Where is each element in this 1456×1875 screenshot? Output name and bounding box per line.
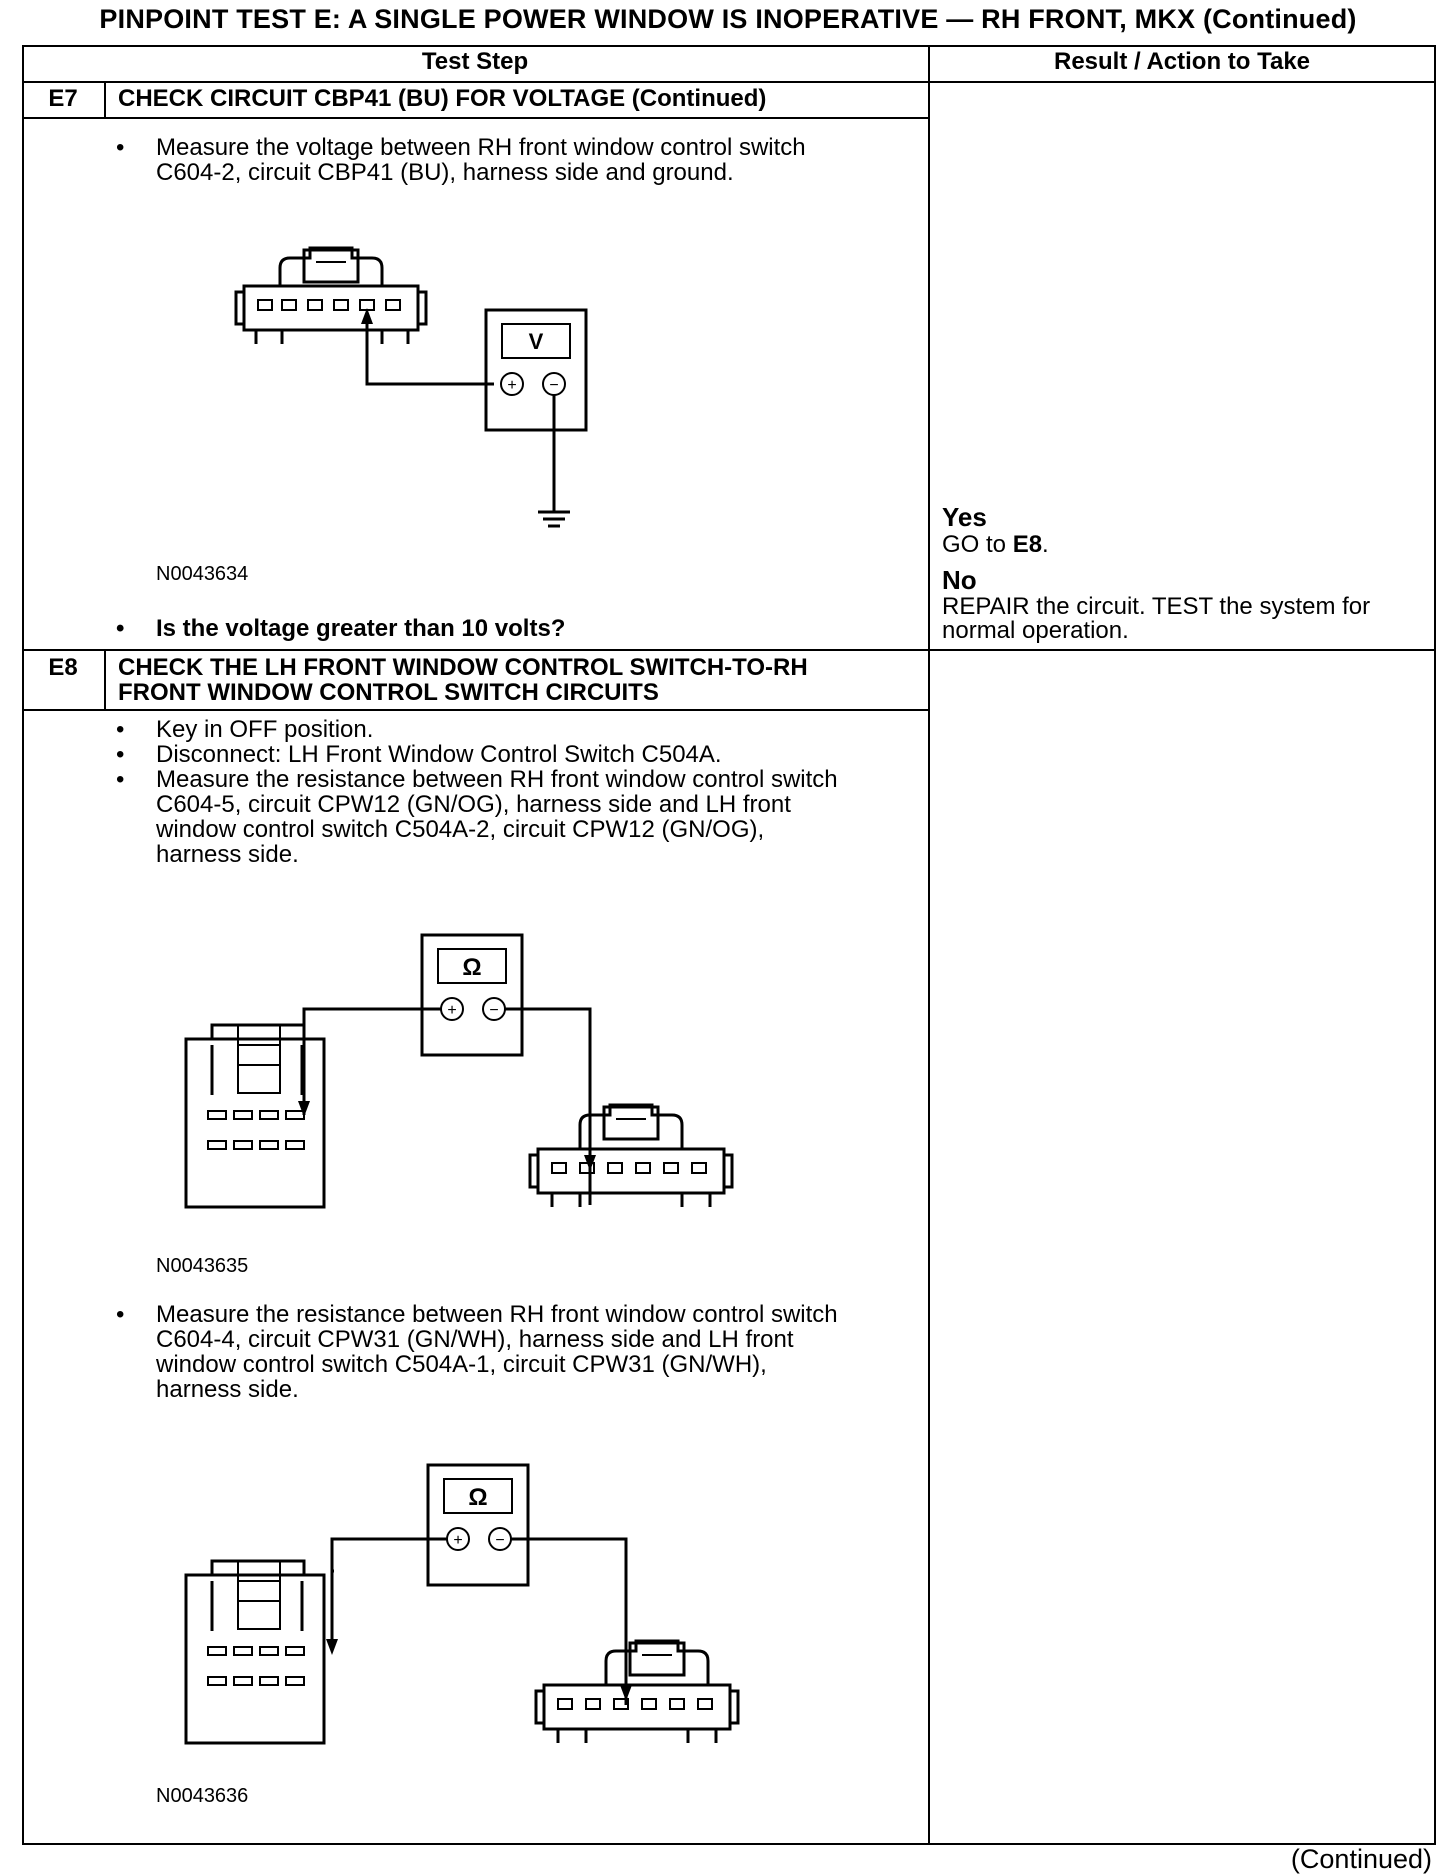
bullet-dot: • bbox=[116, 716, 125, 743]
meter-symbol-ohm: Ω bbox=[462, 954, 482, 981]
column-header-test-step: Test Step bbox=[421, 48, 529, 75]
step-title-e8-line-1: CHECK THE LH FRONT WINDOW CONTROL SWITCH-TO-RH bbox=[118, 654, 808, 681]
meter-minus-terminal: − bbox=[489, 1002, 499, 1019]
e7-instruction-line-2: C604-2, circuit CBP41 (BU), harness side and ground. bbox=[156, 159, 734, 186]
bullet-dot: • bbox=[116, 1301, 125, 1328]
meter-plus-terminal: + bbox=[453, 1532, 463, 1549]
resistance-measurement-diagram-1 bbox=[182, 915, 762, 1255]
step-id-e8: E8 bbox=[48, 654, 78, 681]
e8-measure-1-line-2: C604-5, circuit CPW12 (GN/OG), harness side and LH front bbox=[156, 791, 791, 818]
step-title-e8-line-2: FRONT WINDOW CONTROL SWITCH CIRCUITS bbox=[118, 679, 659, 706]
result-no-label: No bbox=[942, 565, 977, 595]
result-yes-action: GO to E8. bbox=[942, 531, 1049, 558]
meter-plus-terminal: + bbox=[447, 1002, 457, 1019]
pinpoint-table bbox=[22, 45, 1436, 1845]
meter-symbol-ohm: Ω bbox=[468, 1484, 488, 1511]
result-no-action-line-2: normal operation. bbox=[942, 617, 1129, 644]
figure-id-n0043636: N0043636 bbox=[156, 1785, 249, 1807]
figure-id-n0043635: N0043635 bbox=[156, 1255, 249, 1277]
meter-minus-terminal: − bbox=[495, 1532, 505, 1549]
e8-instruction-disconnect: Disconnect: LH Front Window Control Switch C504A. bbox=[156, 741, 722, 768]
step-id-e7: E7 bbox=[48, 85, 78, 112]
voltage-measurement-diagram bbox=[232, 240, 672, 560]
meter-plus-terminal: + bbox=[507, 377, 517, 394]
e8-measure-2-line-1: Measure the resistance between RH front window control switch bbox=[156, 1301, 838, 1328]
resistance-measurement-diagram-2 bbox=[182, 1455, 762, 1785]
figure-id-n0043634: N0043634 bbox=[156, 563, 249, 585]
e8-instruction-key-off: Key in OFF position. bbox=[156, 716, 374, 743]
e8-measure-1-line-3: window control switch C504A-2, circuit CPW12 (GN/OG), bbox=[156, 816, 765, 843]
bullet-dot: • bbox=[116, 615, 125, 642]
bullet-dot: • bbox=[116, 766, 125, 793]
column-header-result-action: Result / Action to Take bbox=[1053, 48, 1311, 75]
e7-instruction-line-1: Measure the voltage between RH front window control switch bbox=[156, 134, 806, 161]
continued-footer: (Continued) bbox=[1290, 1844, 1432, 1874]
result-yes-label: Yes bbox=[942, 502, 987, 532]
e8-measure-2-line-3: window control switch C504A-1, circuit CPW31 (GN/WH), bbox=[156, 1351, 767, 1378]
e8-measure-2-line-2: C604-4, circuit CPW31 (GN/WH), harness side and LH front bbox=[156, 1326, 794, 1353]
result-no-action-line-1: REPAIR the circuit. TEST the system for bbox=[942, 593, 1371, 620]
bullet-dot: • bbox=[116, 134, 125, 161]
page-title: PINPOINT TEST E: A SINGLE POWER WINDOW IS INOPERATIVE — RH FRONT, MKX (Continued) bbox=[99, 4, 1357, 34]
e8-measure-1-line-4: harness side. bbox=[156, 841, 299, 868]
bullet-dot: • bbox=[116, 741, 125, 768]
step-title-e7: CHECK CIRCUIT CBP41 (BU) FOR VOLTAGE (Continued) bbox=[118, 85, 767, 112]
e8-measure-2-line-4: harness side. bbox=[156, 1376, 299, 1403]
e8-measure-1-line-1: Measure the resistance between RH front window control switch bbox=[156, 766, 838, 793]
meter-symbol-volt: V bbox=[528, 329, 544, 354]
meter-minus-terminal: − bbox=[549, 377, 559, 394]
e7-question: Is the voltage greater than 10 volts? bbox=[156, 615, 566, 642]
